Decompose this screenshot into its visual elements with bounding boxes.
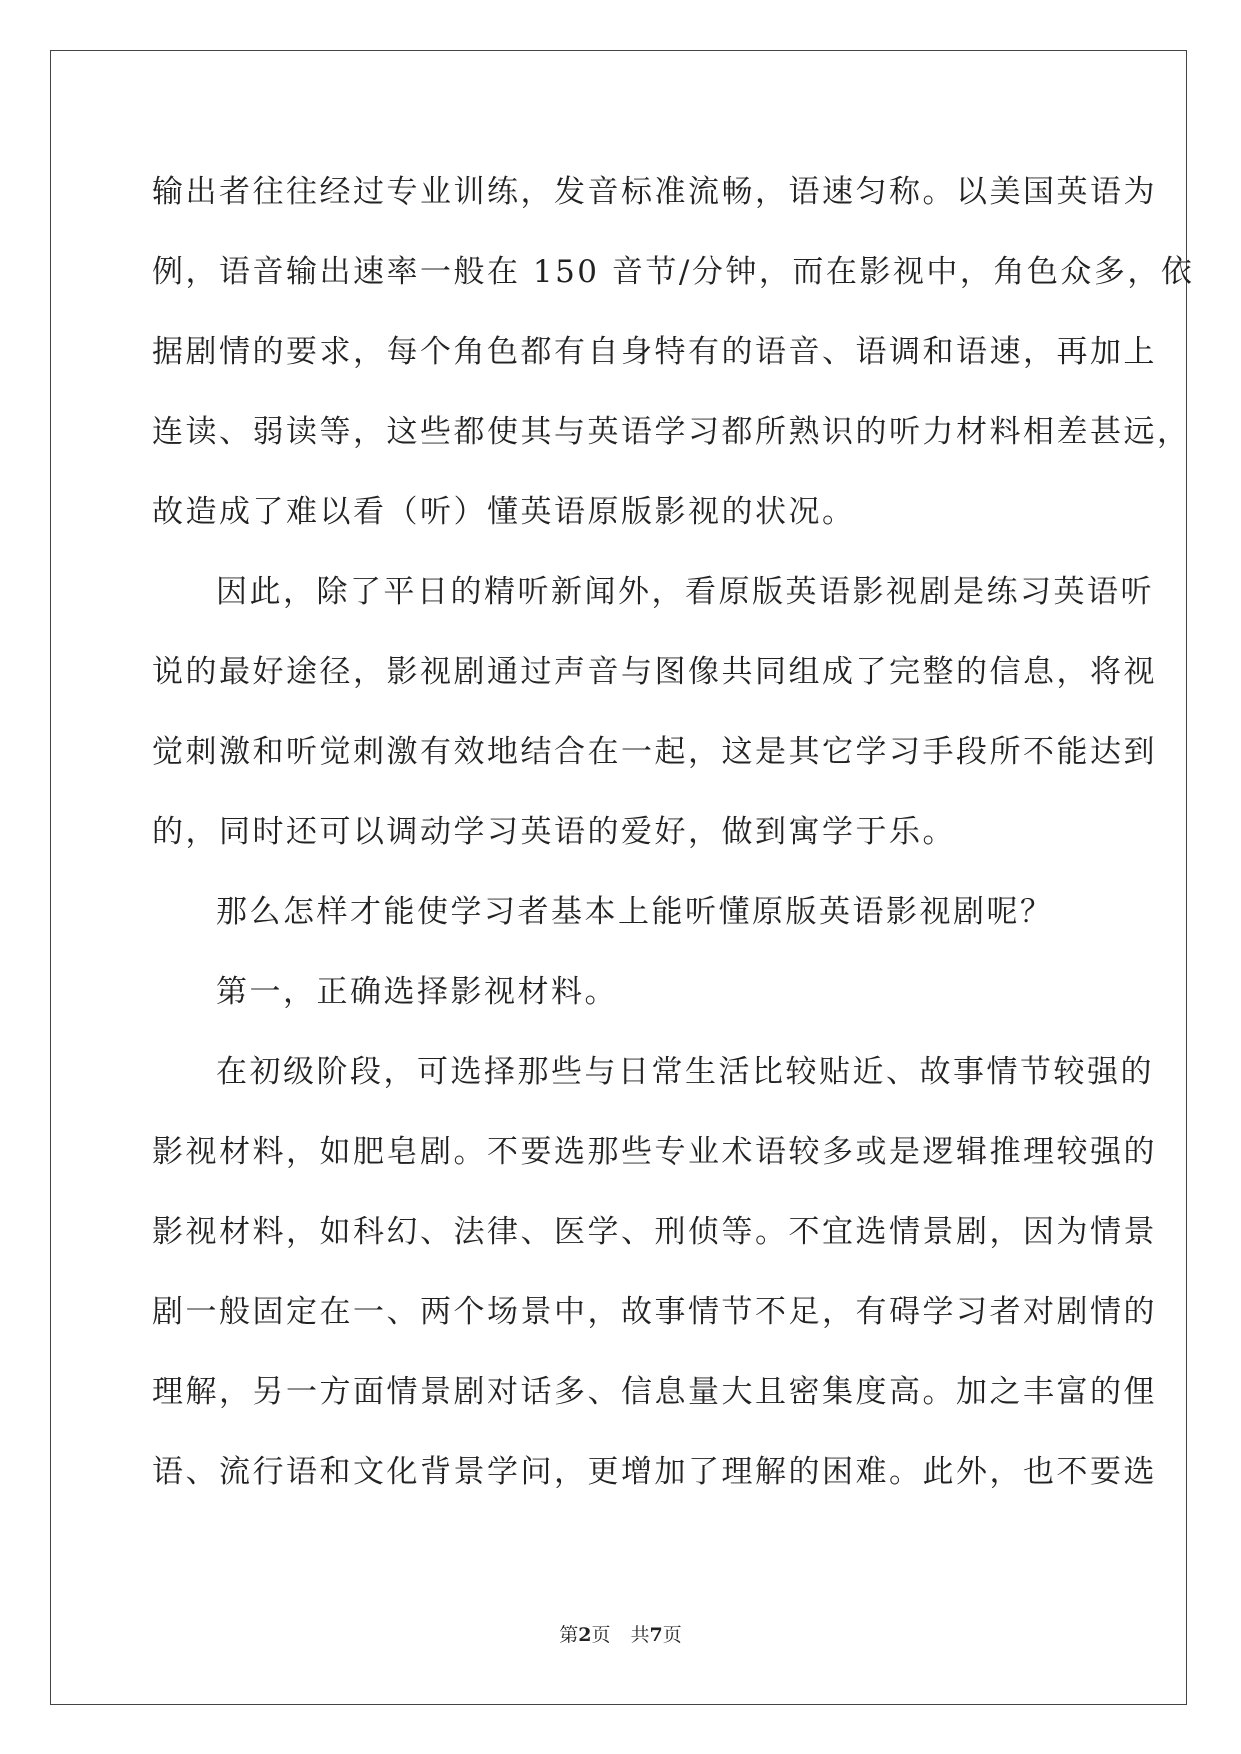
- text-line: 在初级阶段，可选择那些与日常生活比较贴近、故事情节较强的: [216, 1054, 1154, 1090]
- text-line: 的，同时还可以调动学习英语的爱好，做到寓学于乐。: [152, 814, 956, 850]
- document-body: [152, 162, 1195, 1522]
- text-line: 觉刺激和听觉刺激有效地结合在一起，这是其它学习手段所不能达到: [152, 734, 1157, 770]
- page-total: 7: [649, 1624, 663, 1646]
- total-suffix: 页: [662, 1624, 682, 1646]
- page-suffix: 页: [591, 1624, 611, 1646]
- text-line: 那么怎样才能使学习者基本上能听懂原版英语影视剧呢？: [216, 894, 1054, 930]
- text-line: 据剧情的要求，每个角色都有自身特有的语音、语调和语速，再加上: [152, 334, 1157, 370]
- text-line: 说的最好途径，影视剧通过声音与图像共同组成了完整的信息，将视: [152, 654, 1157, 690]
- page-current: 2: [578, 1624, 592, 1646]
- text-line: 影视材料，如肥皂剧。不要选那些专业术语较多或是逻辑推理较强的: [152, 1134, 1157, 1170]
- text-line: 因此，除了平日的精听新闻外，看原版英语影视剧是练习英语听: [216, 574, 1154, 610]
- text-line: 输出者往往经过专业训练，发音标准流畅，语速匀称。以美国英语为: [152, 174, 1157, 210]
- text-line: 剧一般固定在一、两个场景中，故事情节不足，有碍学习者对剧情的: [152, 1294, 1157, 1330]
- text-line: 影视材料，如科幻、法律、医学、刑侦等。不宜选情景剧，因为情景: [152, 1214, 1157, 1250]
- text-line: 第一，正确选择影视材料。: [216, 974, 618, 1010]
- total-prefix: 共: [630, 1624, 650, 1646]
- text-line: 连读、弱读等，这些都使其与英语学习都所熟识的听力材料相差甚远，: [152, 414, 1191, 450]
- text-line: 故造成了难以看（听）懂英语原版影视的状况。: [152, 494, 856, 530]
- text-line: 例，语音输出速率一般在 150 音节/分钟，而在影视中，角色众多，依: [152, 254, 1195, 290]
- page-prefix: 第: [559, 1624, 579, 1646]
- page-footer: [0, 1620, 1241, 1647]
- text-line: 语、流行语和文化背景学问，更增加了理解的困难。此外，也不要选: [152, 1454, 1157, 1490]
- text-line: 理解，另一方面情景剧对话多、信息量大且密集度高。加之丰富的俚: [152, 1374, 1157, 1410]
